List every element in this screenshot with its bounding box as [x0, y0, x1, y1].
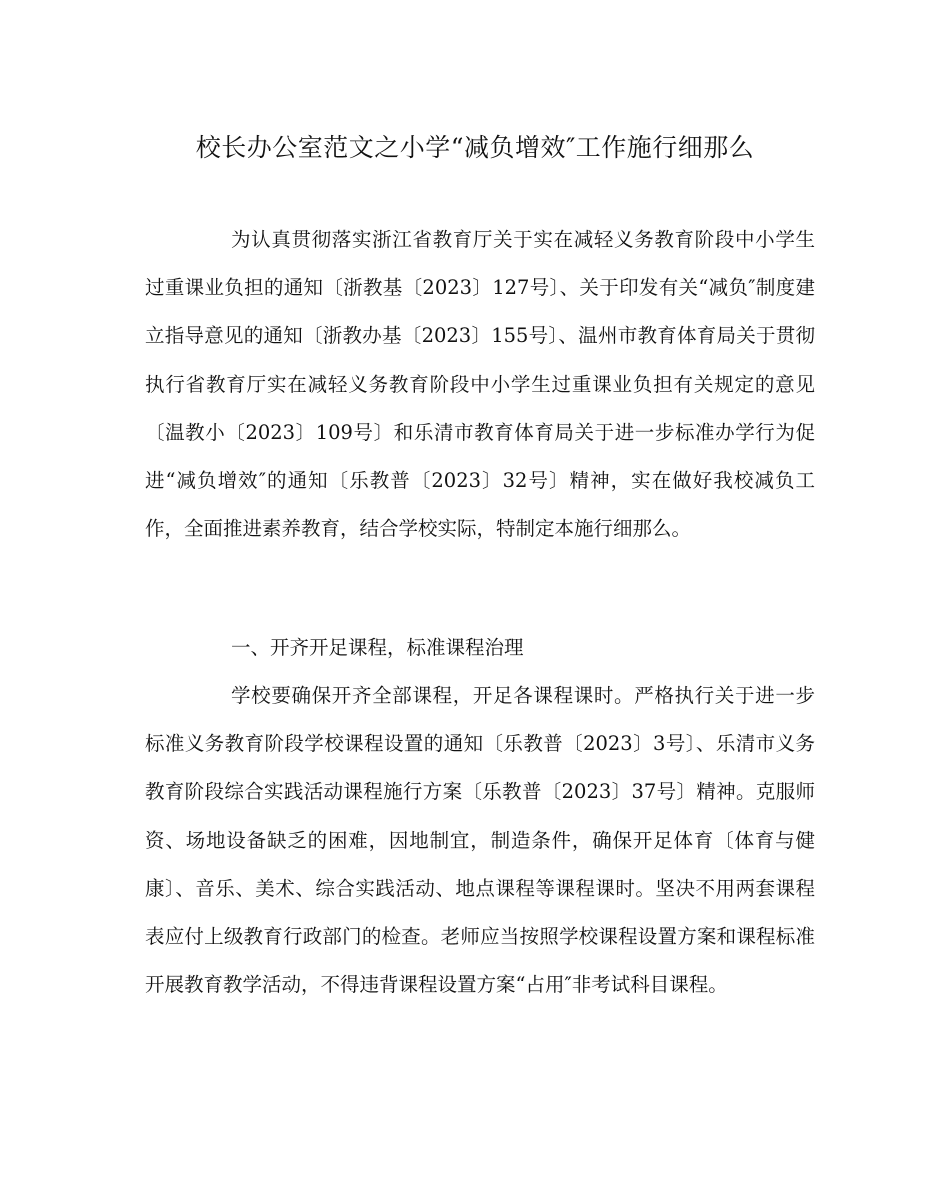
- section-1-paragraph: 学校要确保开齐全部课程，开足各课程课时。严格执行关于进一步标准义务教育阶段学校课程设置的通知〔乐教普〔2023〕3号〕、乐清市义务教育阶段综合实践活动课程施行方案〔乐教普〔2023〕37号〕精神。克服师资、场地设备缺乏的困难，因地制宜，制造条件，确保开足体育〔体育与健康〕、音乐、美术、综合实践活动、地点课程等课程课时。坚决不用两套课程表应付上级教育行政部门的检查。老师应当按照学校课程设置方案和课程标准开展教育教学活动，不得违背课程设置方案“占用″非考试科目课程。: [145, 684, 815, 997]
- document-title: 校长办公室范文之小学“减负增效″工作施行细那么: [195, 133, 755, 162]
- section-1-heading: 一、开齐开足课程，标准课程治理: [231, 636, 524, 659]
- intro-paragraph: 为认真贯彻落实浙江省教育厅关于实在减轻义务教育阶段中小学生过重课业负担的通知〔浙教基〔2023〕127号〕、关于印发有关“减负″制度建立指导意见的通知〔浙教办基〔2023〕155号〕、温州市教育体育局关于贯彻执行省教育厅实在减轻义务教育阶段中小学生过重课业负担有关规定的意见〔温教小〔2023〕109号〕和乐清市教育体育局关于进一步标准办学行为促进“减负增效″的通知〔乐教普〔2023〕32号〕精神，实在做好我校减负工作，全面推进素养教育，结合学校实际，特制定本施行细那么。: [145, 228, 815, 541]
